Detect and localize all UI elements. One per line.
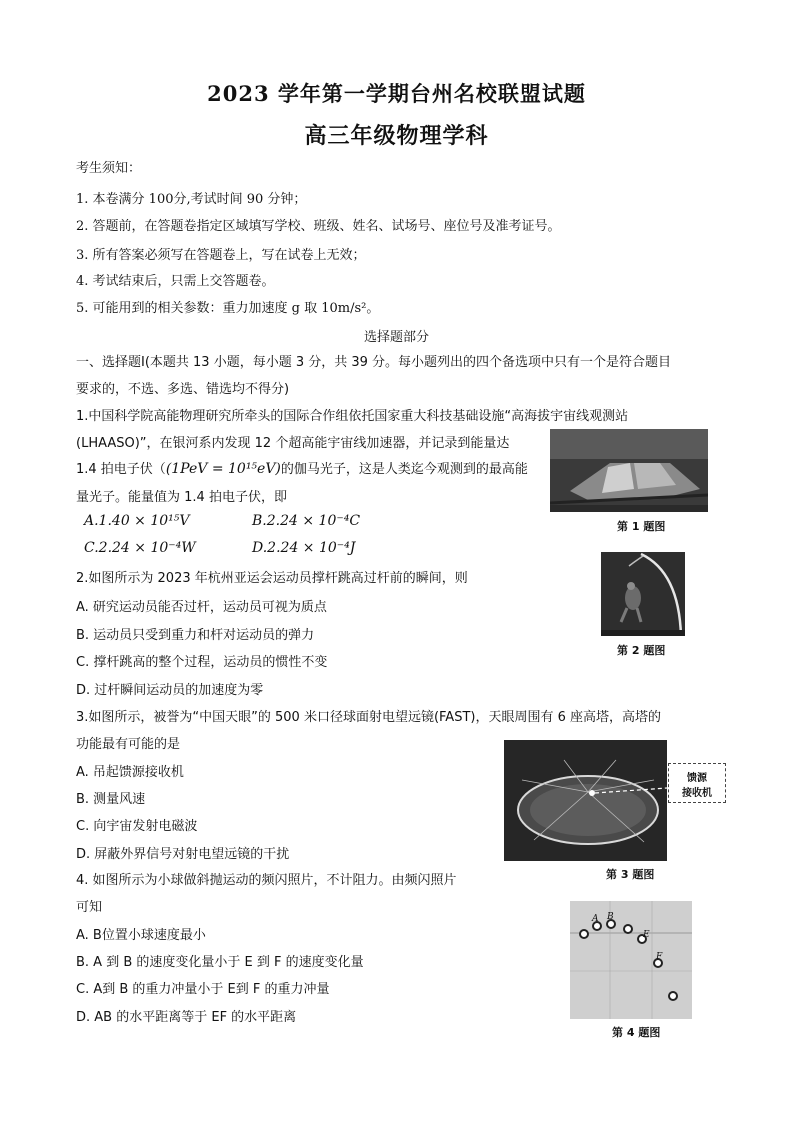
q4-stem: 4. 如图所示为小球做斜抛运动的频闪照片，不计阻力。由频闪照片: [76, 873, 457, 888]
q2-option-a: A. 研究运动员能否过杆，运动员可视为质点: [76, 600, 327, 615]
notice-item: 5. 可能用到的相关参数：重力加速度 g 取 10m/s²。: [76, 301, 380, 316]
notice-item: 2. 答题前，在答题卷指定区域填写学校、班级、姓名、试场号、座位号及准考证号。: [76, 219, 561, 234]
callout-label: 馈源: [687, 773, 707, 784]
section-title: 选择题部分: [363, 330, 429, 345]
label-f: F: [656, 952, 663, 962]
q2-figure-caption: 第 2 题图: [617, 644, 666, 657]
q3-option-b: B. 测量风速: [76, 792, 146, 807]
q4-figure-caption: 第 4 题图: [612, 1026, 661, 1039]
callout-label: 接收机: [682, 788, 712, 799]
q1-unit-formula: (1PeV = 10¹⁵eV): [165, 461, 281, 477]
q2-option-d: D. 过杆瞬间运动员的加速度为零: [76, 683, 264, 698]
fast-telescope-photo: [504, 740, 667, 861]
q4-option-b: B. A 到 B 的速度变化量小于 E 到 F 的速度变化量: [76, 955, 364, 970]
label-e: E: [643, 930, 650, 940]
q3-option-d: D. 屏蔽外界信号对射电望远镜的干扰: [76, 847, 290, 862]
pole-vault-photo: [601, 552, 685, 636]
q1-option-d: D.2.24 × 10⁻⁴J: [252, 540, 356, 556]
q1-stem: 量光子。能量值为 1.4 拍电子伏，即: [76, 490, 287, 505]
exam-title: 2023 学年第一学期台州名校联盟试题: [207, 81, 586, 106]
lhaaso-photo: [550, 429, 708, 512]
notice-heading: 考生须知：: [76, 161, 142, 176]
exam-subtitle: 高三年级物理学科: [304, 123, 489, 149]
q4-option-d: D. AB 的水平距离等于 EF 的水平距离: [76, 1010, 297, 1025]
q1-stem-line3: [76, 458, 528, 477]
q3-figure-caption: 第 3 题图: [606, 868, 655, 881]
q1-stem-text: 的伽马光子，这是人类迄今观测到的最高能: [280, 462, 528, 477]
section-intro-cont: 要求的，不选、多选、错选均不得分): [76, 382, 290, 397]
q2-option-c: C. 撑杆跳高的整个过程，运动员的惯性不变: [76, 655, 328, 670]
section-intro: 一、选择题Ⅰ(本题共 13 小题，每小题 3 分，共 39 分。每小题列出的四个备选项中只有一个是符合题目: [76, 355, 672, 370]
label-a: A: [592, 914, 599, 924]
notice-item: 1. 本卷满分 100分,考试时间 90 分钟；: [76, 192, 307, 207]
q2-stem: 2.如图所示为 2023 年杭州亚运会运动员撑杆跳高过杆前的瞬间，则: [76, 571, 468, 586]
q4-stem: 可知: [76, 900, 103, 915]
q2-option-b: B. 运动员只受到重力和杆对运动员的弹力: [76, 628, 315, 643]
notice-item: 3. 所有答案必须写在答题卷上，写在试卷上无效；: [76, 248, 366, 263]
q4-option-c: C. A到 B 的重力冲量小于 E到 F 的重力冲量: [76, 982, 330, 997]
q1-option-c: C.2.24 × 10⁻⁴W: [84, 540, 196, 556]
q3-stem: 功能最有可能的是: [76, 737, 181, 752]
q3-stem: 3.如图所示，被誉为“中国天眼”的 500 米口径球面射电望远镜(FAST)，天眼周围有 6 座高塔，高塔的: [76, 710, 662, 725]
q1-option-b: B.2.24 × 10⁻⁴C: [252, 513, 361, 529]
q3-option-c: C. 向宇宙发射电磁波: [76, 819, 198, 834]
q1-option-a: A.1.40 × 10¹⁵V: [84, 513, 190, 529]
q1-stem-text: 1.4 拍电子伏（: [76, 462, 166, 477]
q4-option-a: A. B位置小球速度最小: [76, 928, 206, 943]
q1-figure-caption: 第 1 题图: [617, 520, 666, 533]
q1-stem: 1.中国科学院高能物理研究所牵头的国际合作组依托国家重大科技基础设施“高海拔宇宙线观测站: [76, 409, 629, 424]
q1-stem: (LHAASO)”，在银河系内发现 12 个超高能宇宙线加速器，并记录到能量达: [76, 436, 510, 451]
notice-item: 4. 考试结束后，只需上交答题卷。: [76, 274, 275, 289]
label-b: B: [607, 912, 614, 922]
q3-option-a: A. 吊起馈源接收机: [76, 765, 184, 780]
feed-receiver-callout: [668, 763, 726, 803]
strobe-photo: [570, 901, 692, 1019]
